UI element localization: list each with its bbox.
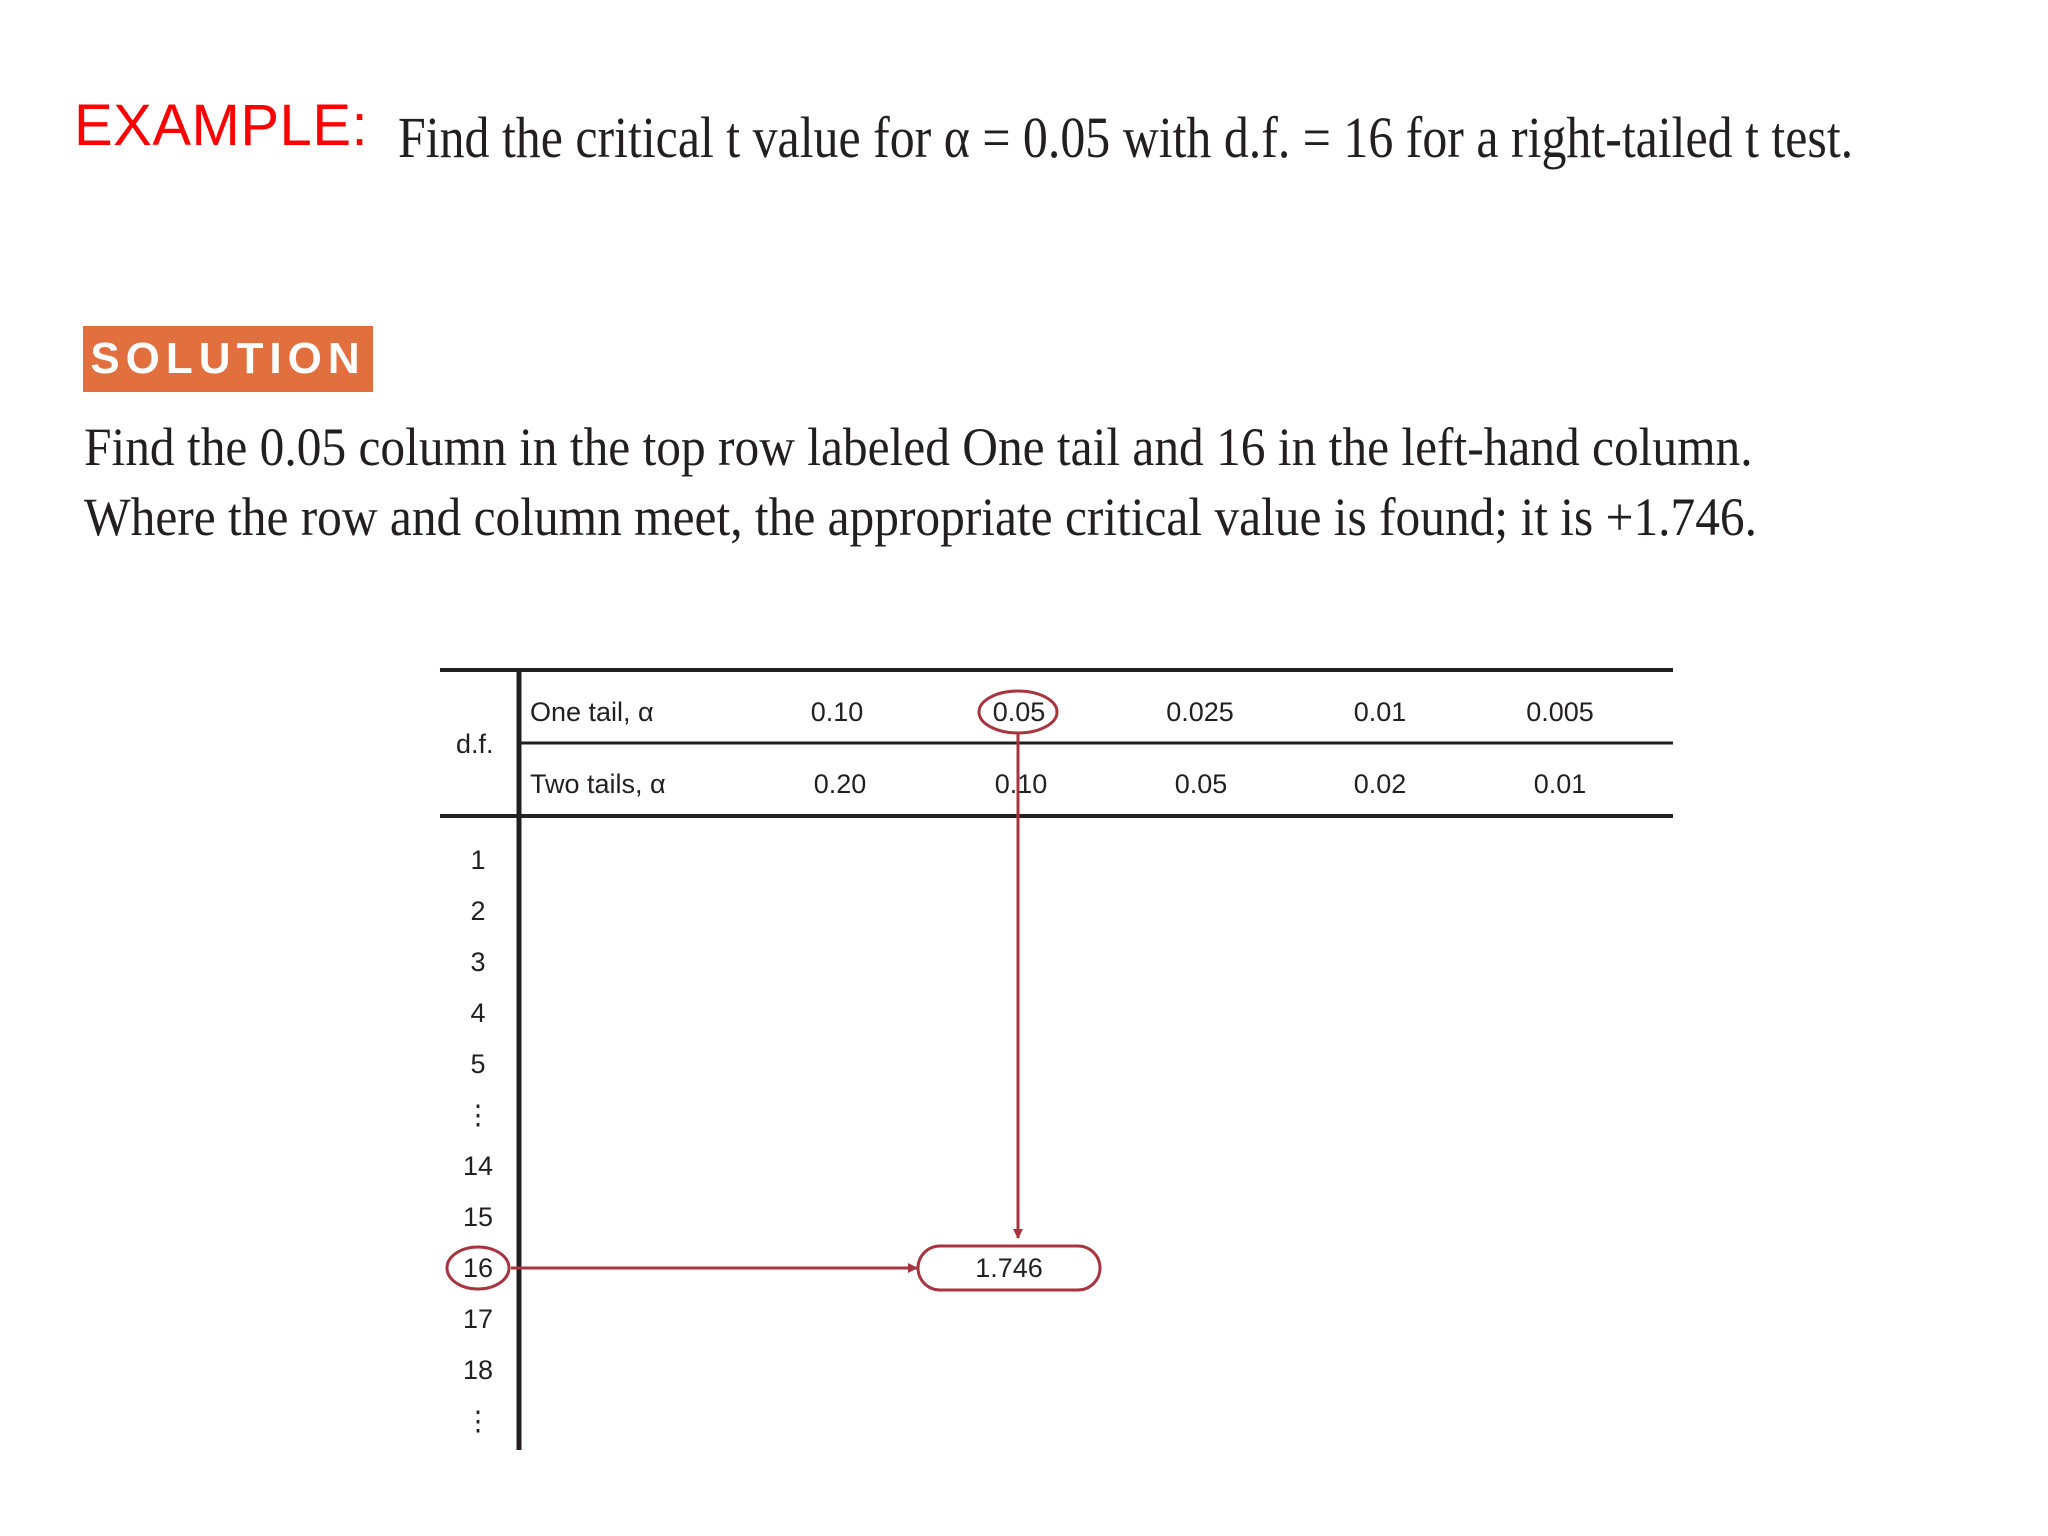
solution-line-2: Where the row and column meet, the appropriate critical value is found; it is +1.746.: [84, 487, 1757, 547]
two-tails-value: 0.20: [813, 769, 867, 799]
df-row-label: 17: [462, 1304, 494, 1334]
df-row-label: 18: [462, 1355, 494, 1385]
two-tails-values: [814, 769, 1587, 799]
df-row-ellipsis: ⋮: [464, 1406, 492, 1436]
one-tail-value: 0.01: [1353, 697, 1407, 727]
one-tail-value: 0.025: [1166, 697, 1234, 727]
df-row-label: 5: [470, 1049, 486, 1079]
two-tails-value: 0.05: [1174, 769, 1228, 799]
solution-line-1: Find the 0.05 column in the top row labeled One tail and 16 in the left-hand column.: [84, 417, 1753, 477]
two-tails-value: 0.10: [994, 769, 1048, 799]
two-tails-value: 0.01: [1533, 769, 1587, 799]
df-row-label: 4: [470, 998, 486, 1028]
two-tails-label: Two tails, α: [530, 769, 666, 799]
df-row-label: 14: [462, 1151, 494, 1181]
one-tail-value-highlighted: 0.05: [992, 697, 1046, 727]
critical-value-text: 1.746: [975, 1253, 1043, 1283]
one-tail-value: 0.10: [810, 697, 864, 727]
example-label: EXAMPLE:: [74, 93, 369, 158]
solution-badge: SOLUTION: [83, 326, 373, 392]
df-row-ellipsis: ⋮: [464, 1100, 492, 1130]
one-tail-label: One tail, α: [530, 697, 654, 727]
problem-statement: Find the critical t value for α = 0.05 with d.f. = 16 for a right-tailed t test.: [398, 105, 1854, 170]
df-row-label: 1: [470, 845, 486, 875]
df-row-labels: [463, 845, 493, 1436]
df-row-label-highlighted: 16: [462, 1253, 494, 1283]
two-tails-value: 0.02: [1353, 769, 1407, 799]
df-header: d.f.: [456, 729, 494, 759]
one-tail-value: 0.005: [1526, 697, 1594, 727]
df-row-label: 15: [462, 1202, 494, 1232]
one-tail-values: [811, 697, 1594, 727]
df-row-label: 3: [470, 947, 486, 977]
df-row-label: 2: [470, 896, 486, 926]
